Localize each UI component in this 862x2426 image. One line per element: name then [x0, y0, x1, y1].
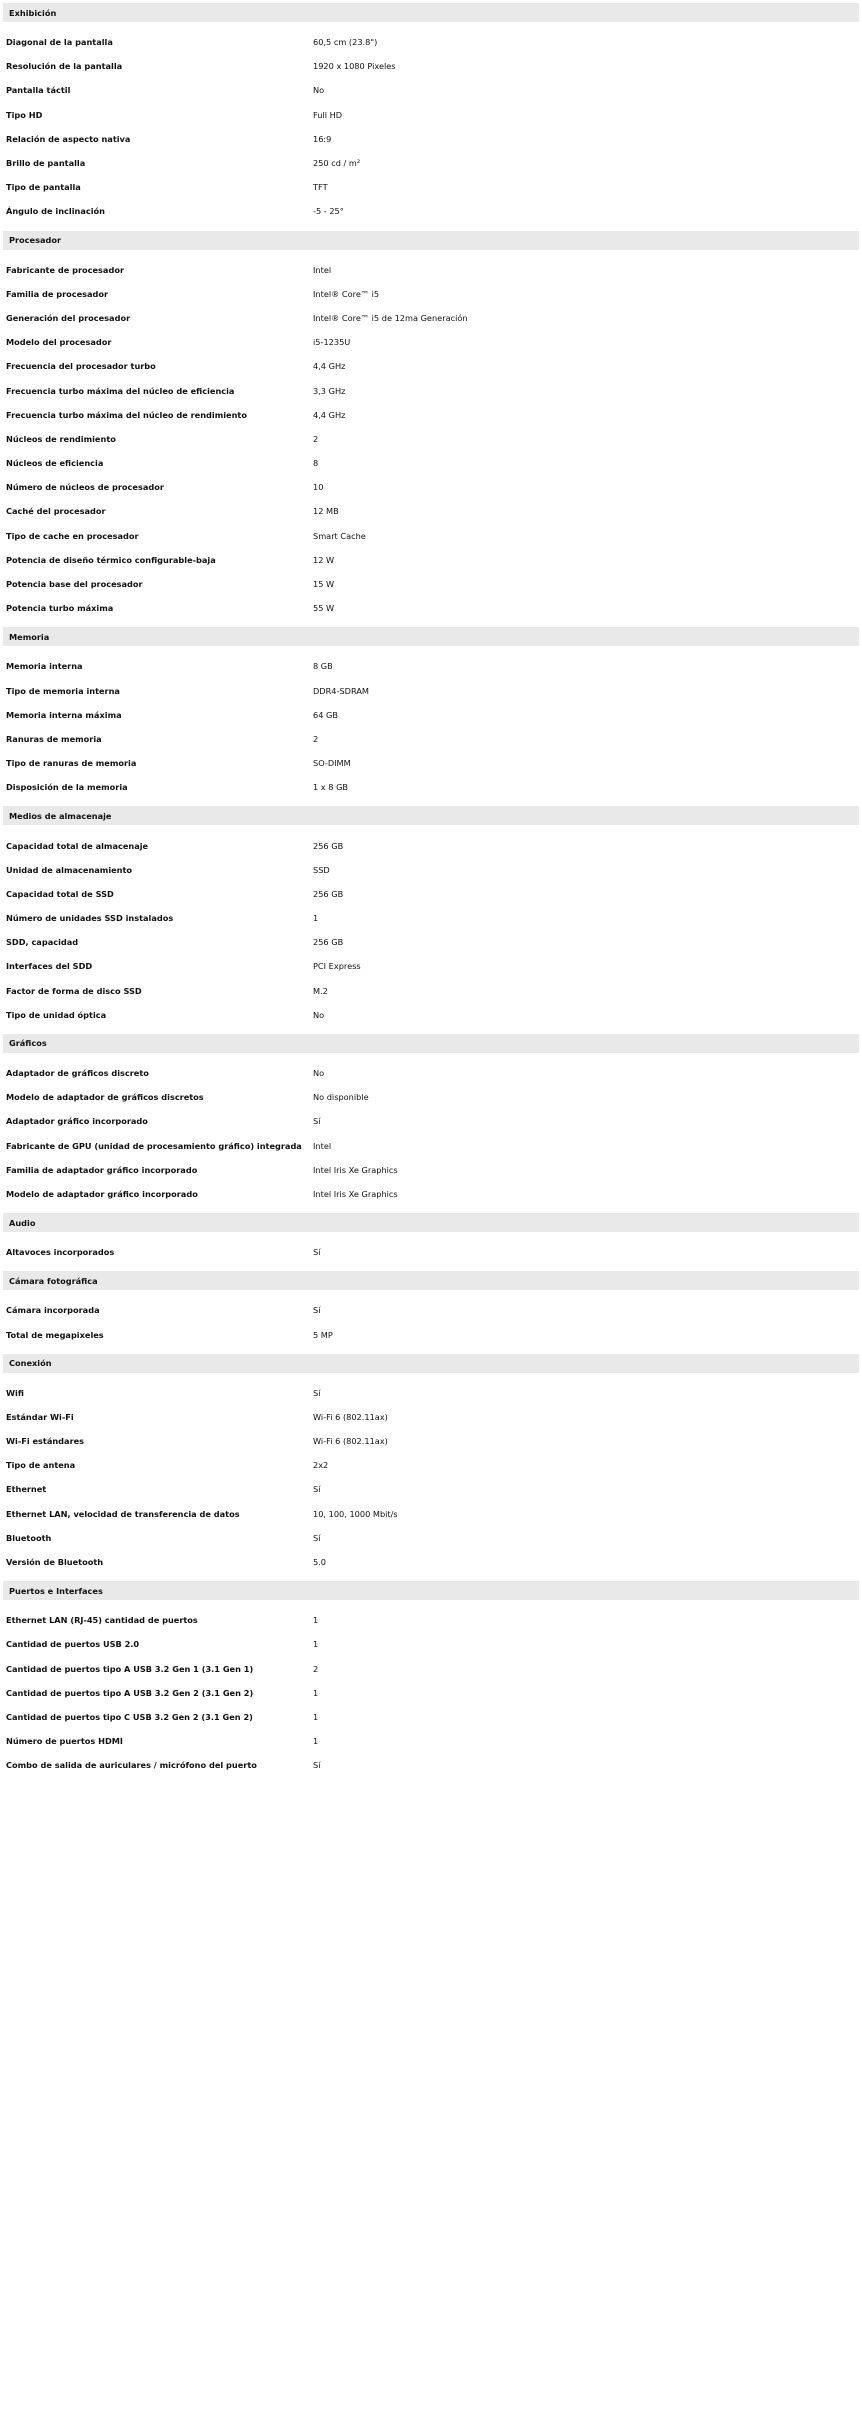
spec-label: Tipo de cache en procesador [6, 530, 139, 541]
spec-row [0, 427, 862, 451]
spec-label: Unidad de almacenamiento [6, 864, 133, 875]
spec-value: DDR4-SDRAM [313, 685, 369, 696]
spec-row [0, 1705, 862, 1729]
spec-value: 16:9 [313, 133, 332, 144]
spec-row [0, 679, 862, 703]
section-header: Conexión [3, 1354, 859, 1373]
spec-value: 256 GB [313, 888, 344, 899]
spec-label: Cantidad de puertos tipo A USB 3.2 Gen 1 (3.1 Gen 1) [6, 1663, 254, 1674]
spec-row [0, 751, 862, 775]
spec-row [0, 548, 862, 572]
spec-value: 250 cd / m² [313, 158, 361, 169]
spec-row [0, 1134, 862, 1158]
spec-label: Núcleos de eficiencia [6, 458, 104, 469]
spec-section-audio [0, 1213, 862, 1264]
spec-label: Potencia base del procesador [6, 579, 143, 590]
spec-row [0, 1298, 862, 1322]
spec-value: 60,5 cm (23.8") [313, 37, 378, 48]
spec-row [0, 1477, 862, 1501]
spec-row [0, 654, 862, 678]
spec-value: Intel [313, 264, 332, 275]
spec-row [0, 1632, 862, 1656]
spec-label: Tipo de ranuras de memoria [6, 758, 137, 769]
section-header: Puertos e Interfaces [3, 1581, 859, 1600]
spec-label: Pantalla táctil [6, 85, 71, 96]
spec-label: Familia de procesador [6, 288, 109, 299]
spec-section-conexion [0, 1354, 862, 1575]
spec-value: Wi-Fi 6 (802.11ax) [313, 1411, 388, 1422]
spec-label: Caché del procesador [6, 506, 106, 517]
spec-label: Brillo de pantalla [6, 158, 86, 169]
spec-label: Número de unidades SSD instalados [6, 913, 174, 924]
spec-label: Combo de salida de auriculares / micrófono del puerto [6, 1760, 257, 1771]
spec-row [0, 1240, 862, 1264]
spec-section-procesador [0, 231, 862, 621]
spec-row [0, 1453, 862, 1477]
spec-value: 15 W [313, 579, 335, 590]
spec-value: 1 [313, 1736, 319, 1747]
spec-row [0, 1405, 862, 1429]
spec-label: Factor de forma de disco SSD [6, 985, 142, 996]
spec-label: Ángulo de inclinación [6, 206, 105, 217]
spec-value: 1 [313, 1615, 319, 1626]
spec-row [0, 596, 862, 620]
spec-value: 8 [313, 458, 319, 469]
spec-value: 5.0 [313, 1557, 327, 1568]
spec-row [0, 833, 862, 857]
spec-row [0, 54, 862, 78]
spec-value: 8 GB [313, 661, 333, 672]
spec-label: Generación del procesador [6, 312, 131, 323]
spec-label: Fabricante de procesador [6, 264, 124, 275]
spec-label: Frecuencia del procesador turbo [6, 361, 156, 372]
spec-row [0, 1526, 862, 1550]
spec-label: SDD, capacidad [6, 937, 79, 948]
spec-label: Bluetooth [6, 1532, 52, 1543]
spec-row [0, 572, 862, 596]
spec-label: Altavoces incorporados [6, 1247, 115, 1258]
spec-label: Wi-Fi estándares [6, 1436, 85, 1447]
spec-row [0, 1322, 862, 1346]
spec-label: Cantidad de puertos USB 2.0 [6, 1639, 140, 1650]
spec-value: Intel® Core™ i5 [313, 288, 380, 299]
spec-label: Fabricante de GPU (unidad de procesamiento gráfico) integrada [6, 1140, 302, 1151]
spec-value: 55 W [313, 603, 335, 614]
spec-row [0, 1085, 862, 1109]
spec-value: 256 GB [313, 840, 344, 851]
spec-value: Sí [313, 1760, 321, 1771]
spec-row [0, 727, 862, 751]
spec-value: Full HD [313, 109, 343, 120]
spec-row [0, 906, 862, 930]
spec-row [0, 378, 862, 402]
spec-row [0, 1608, 862, 1632]
spec-value: Sí [313, 1247, 321, 1258]
spec-value: No [313, 1068, 325, 1079]
spec-value: 2 [313, 1663, 319, 1674]
spec-label: Número de núcleos de procesador [6, 482, 164, 493]
spec-section-puertos-e-interfaces [0, 1581, 862, 1777]
spec-value: Intel® Core™ i5 de 12ma Generación [313, 312, 468, 323]
spec-row [0, 78, 862, 102]
spec-value: 1 x 8 GB [313, 782, 349, 793]
spec-value: 4,4 GHz [313, 409, 346, 420]
spec-row [0, 499, 862, 523]
spec-label: Adaptador de gráficos discreto [6, 1068, 149, 1079]
spec-label: Tipo de unidad óptica [6, 1009, 107, 1020]
spec-row [0, 127, 862, 151]
spec-row [0, 1158, 862, 1182]
spec-value: PCI Express [313, 961, 361, 972]
spec-label: Cámara incorporada [6, 1305, 100, 1316]
spec-row [0, 1729, 862, 1753]
spec-value: Intel [313, 1140, 332, 1151]
spec-label: Memoria interna máxima [6, 709, 122, 720]
spec-row [0, 451, 862, 475]
spec-value: Sí [313, 1116, 321, 1127]
spec-row [0, 524, 862, 548]
spec-row [0, 30, 862, 54]
spec-row [0, 1753, 862, 1777]
spec-value: Sí [313, 1532, 321, 1543]
spec-value: i5-1235U [313, 337, 351, 348]
spec-row [0, 103, 862, 127]
spec-value: 64 GB [313, 709, 338, 720]
spec-label: Diagonal de la pantalla [6, 37, 113, 48]
spec-section-medios-de-almacenaje [0, 806, 862, 1027]
spec-row [0, 930, 862, 954]
spec-row [0, 175, 862, 199]
spec-label: Cantidad de puertos tipo A USB 3.2 Gen 2 (3.1 Gen 2) [6, 1687, 254, 1698]
section-header: Medios de almacenaje [3, 806, 859, 825]
spec-label: Ethernet [6, 1484, 47, 1495]
spec-row [0, 1681, 862, 1705]
spec-value: 256 GB [313, 937, 344, 948]
spec-row [0, 330, 862, 354]
spec-label: Frecuencia turbo máxima del núcleo de eficiencia [6, 385, 235, 396]
spec-value: 2 [313, 433, 319, 444]
spec-row [0, 354, 862, 378]
spec-label: Modelo de adaptador gráfico incorporado [6, 1188, 198, 1199]
spec-value: SO-DIMM [313, 758, 351, 769]
spec-value: Sí [313, 1484, 321, 1495]
spec-label: Memoria interna [6, 661, 83, 672]
spec-label: Ranuras de memoria [6, 733, 102, 744]
spec-value: 2 [313, 733, 319, 744]
spec-label: Potencia turbo máxima [6, 603, 114, 614]
spec-value: 10 [313, 482, 324, 493]
spec-row [0, 1550, 862, 1574]
section-header: Memoria [3, 627, 859, 646]
spec-row [0, 282, 862, 306]
spec-label: Frecuencia turbo máxima del núcleo de rendimiento [6, 409, 247, 420]
spec-value: 1920 x 1080 Pixeles [313, 61, 396, 72]
spec-label: Disposición de la memoria [6, 782, 128, 793]
spec-value: Smart Cache [313, 530, 366, 541]
spec-value: Wi-Fi 6 (802.11ax) [313, 1436, 388, 1447]
spec-value: No [313, 1009, 325, 1020]
spec-label: Resolución de la pantalla [6, 61, 123, 72]
spec-value: 1 [313, 1711, 319, 1722]
spec-label: Relación de aspecto nativa [6, 133, 131, 144]
spec-value: 2x2 [313, 1460, 329, 1471]
section-header: Exhibición [3, 3, 859, 22]
spec-value: No disponible [313, 1092, 369, 1103]
spec-value: TFT [313, 182, 328, 193]
section-header: Audio [3, 1213, 859, 1232]
spec-value: 4,4 GHz [313, 361, 346, 372]
spec-label: Número de puertos HDMI [6, 1736, 123, 1747]
spec-label: Tipo HD [6, 109, 43, 120]
spec-row [0, 858, 862, 882]
spec-value: 1 [313, 913, 319, 924]
spec-row [0, 199, 862, 223]
spec-row [0, 979, 862, 1003]
spec-value: SSD [313, 864, 330, 875]
spec-row [0, 1061, 862, 1085]
spec-row [0, 1003, 862, 1027]
spec-value: Sí [313, 1305, 321, 1316]
section-header: Procesador [3, 231, 859, 250]
spec-row [0, 1381, 862, 1405]
section-header: Cámara fotográfica [3, 1271, 859, 1290]
spec-value: 3,3 GHz [313, 385, 346, 396]
spec-value: Sí [313, 1387, 321, 1398]
spec-row [0, 882, 862, 906]
section-header: Gráficos [3, 1034, 859, 1053]
spec-value: 1 [313, 1687, 319, 1698]
spec-label: Familia de adaptador gráfico incorporado [6, 1164, 198, 1175]
spec-label: Tipo de pantalla [6, 182, 81, 193]
spec-label: Ethernet LAN, velocidad de transferencia de datos [6, 1508, 240, 1519]
spec-label: Estándar Wi-Fi [6, 1411, 74, 1422]
spec-row [0, 1109, 862, 1133]
spec-value: No [313, 85, 325, 96]
spec-label: Núcleos de rendimiento [6, 433, 116, 444]
spec-row [0, 1429, 862, 1453]
spec-section-exhibicion [0, 3, 862, 224]
spec-label: Versión de Bluetooth [6, 1557, 104, 1568]
spec-value: 12 W [313, 554, 335, 565]
spec-row [0, 258, 862, 282]
spec-value: M.2 [313, 985, 328, 996]
spec-label: Cantidad de puertos tipo C USB 3.2 Gen 2 (3.1 Gen 2) [6, 1711, 253, 1722]
spec-value: 12 MB [313, 506, 339, 517]
spec-label: Potencia de diseño térmico configurable-baja [6, 554, 216, 565]
spec-row [0, 775, 862, 799]
spec-label: Wifi [6, 1387, 24, 1398]
spec-row [0, 1502, 862, 1526]
spec-value: 1 [313, 1639, 319, 1650]
spec-label: Total de megapixeles [6, 1329, 104, 1340]
spec-section-memoria [0, 627, 862, 799]
spec-row [0, 1182, 862, 1206]
spec-row [0, 703, 862, 727]
spec-label: Modelo de adaptador de gráficos discretos [6, 1092, 204, 1103]
spec-value: 10, 100, 1000 Mbit/s [313, 1508, 398, 1519]
spec-value: Intel Iris Xe Graphics [313, 1164, 398, 1175]
spec-label: Tipo de memoria interna [6, 685, 120, 696]
spec-row [0, 475, 862, 499]
spec-label: Ethernet LAN (RJ-45) cantidad de puertos [6, 1615, 198, 1626]
spec-label: Interfaces del SDD [6, 961, 93, 972]
spec-row [0, 403, 862, 427]
spec-row [0, 1657, 862, 1681]
spec-value: 5 MP [313, 1329, 333, 1340]
spec-value: Intel Iris Xe Graphics [313, 1188, 398, 1199]
spec-row [0, 954, 862, 978]
spec-label: Tipo de antena [6, 1460, 76, 1471]
spec-value: -5 - 25° [313, 206, 344, 217]
spec-label: Capacidad total de almacenaje [6, 840, 149, 851]
spec-label: Modelo del procesador [6, 337, 112, 348]
spec-section-graficos [0, 1034, 862, 1206]
spec-row [0, 306, 862, 330]
spec-section-camara-fotografica [0, 1271, 862, 1346]
spec-row [0, 151, 862, 175]
spec-label: Capacidad total de SSD [6, 888, 114, 899]
spec-label: Adaptador gráfico incorporado [6, 1116, 148, 1127]
